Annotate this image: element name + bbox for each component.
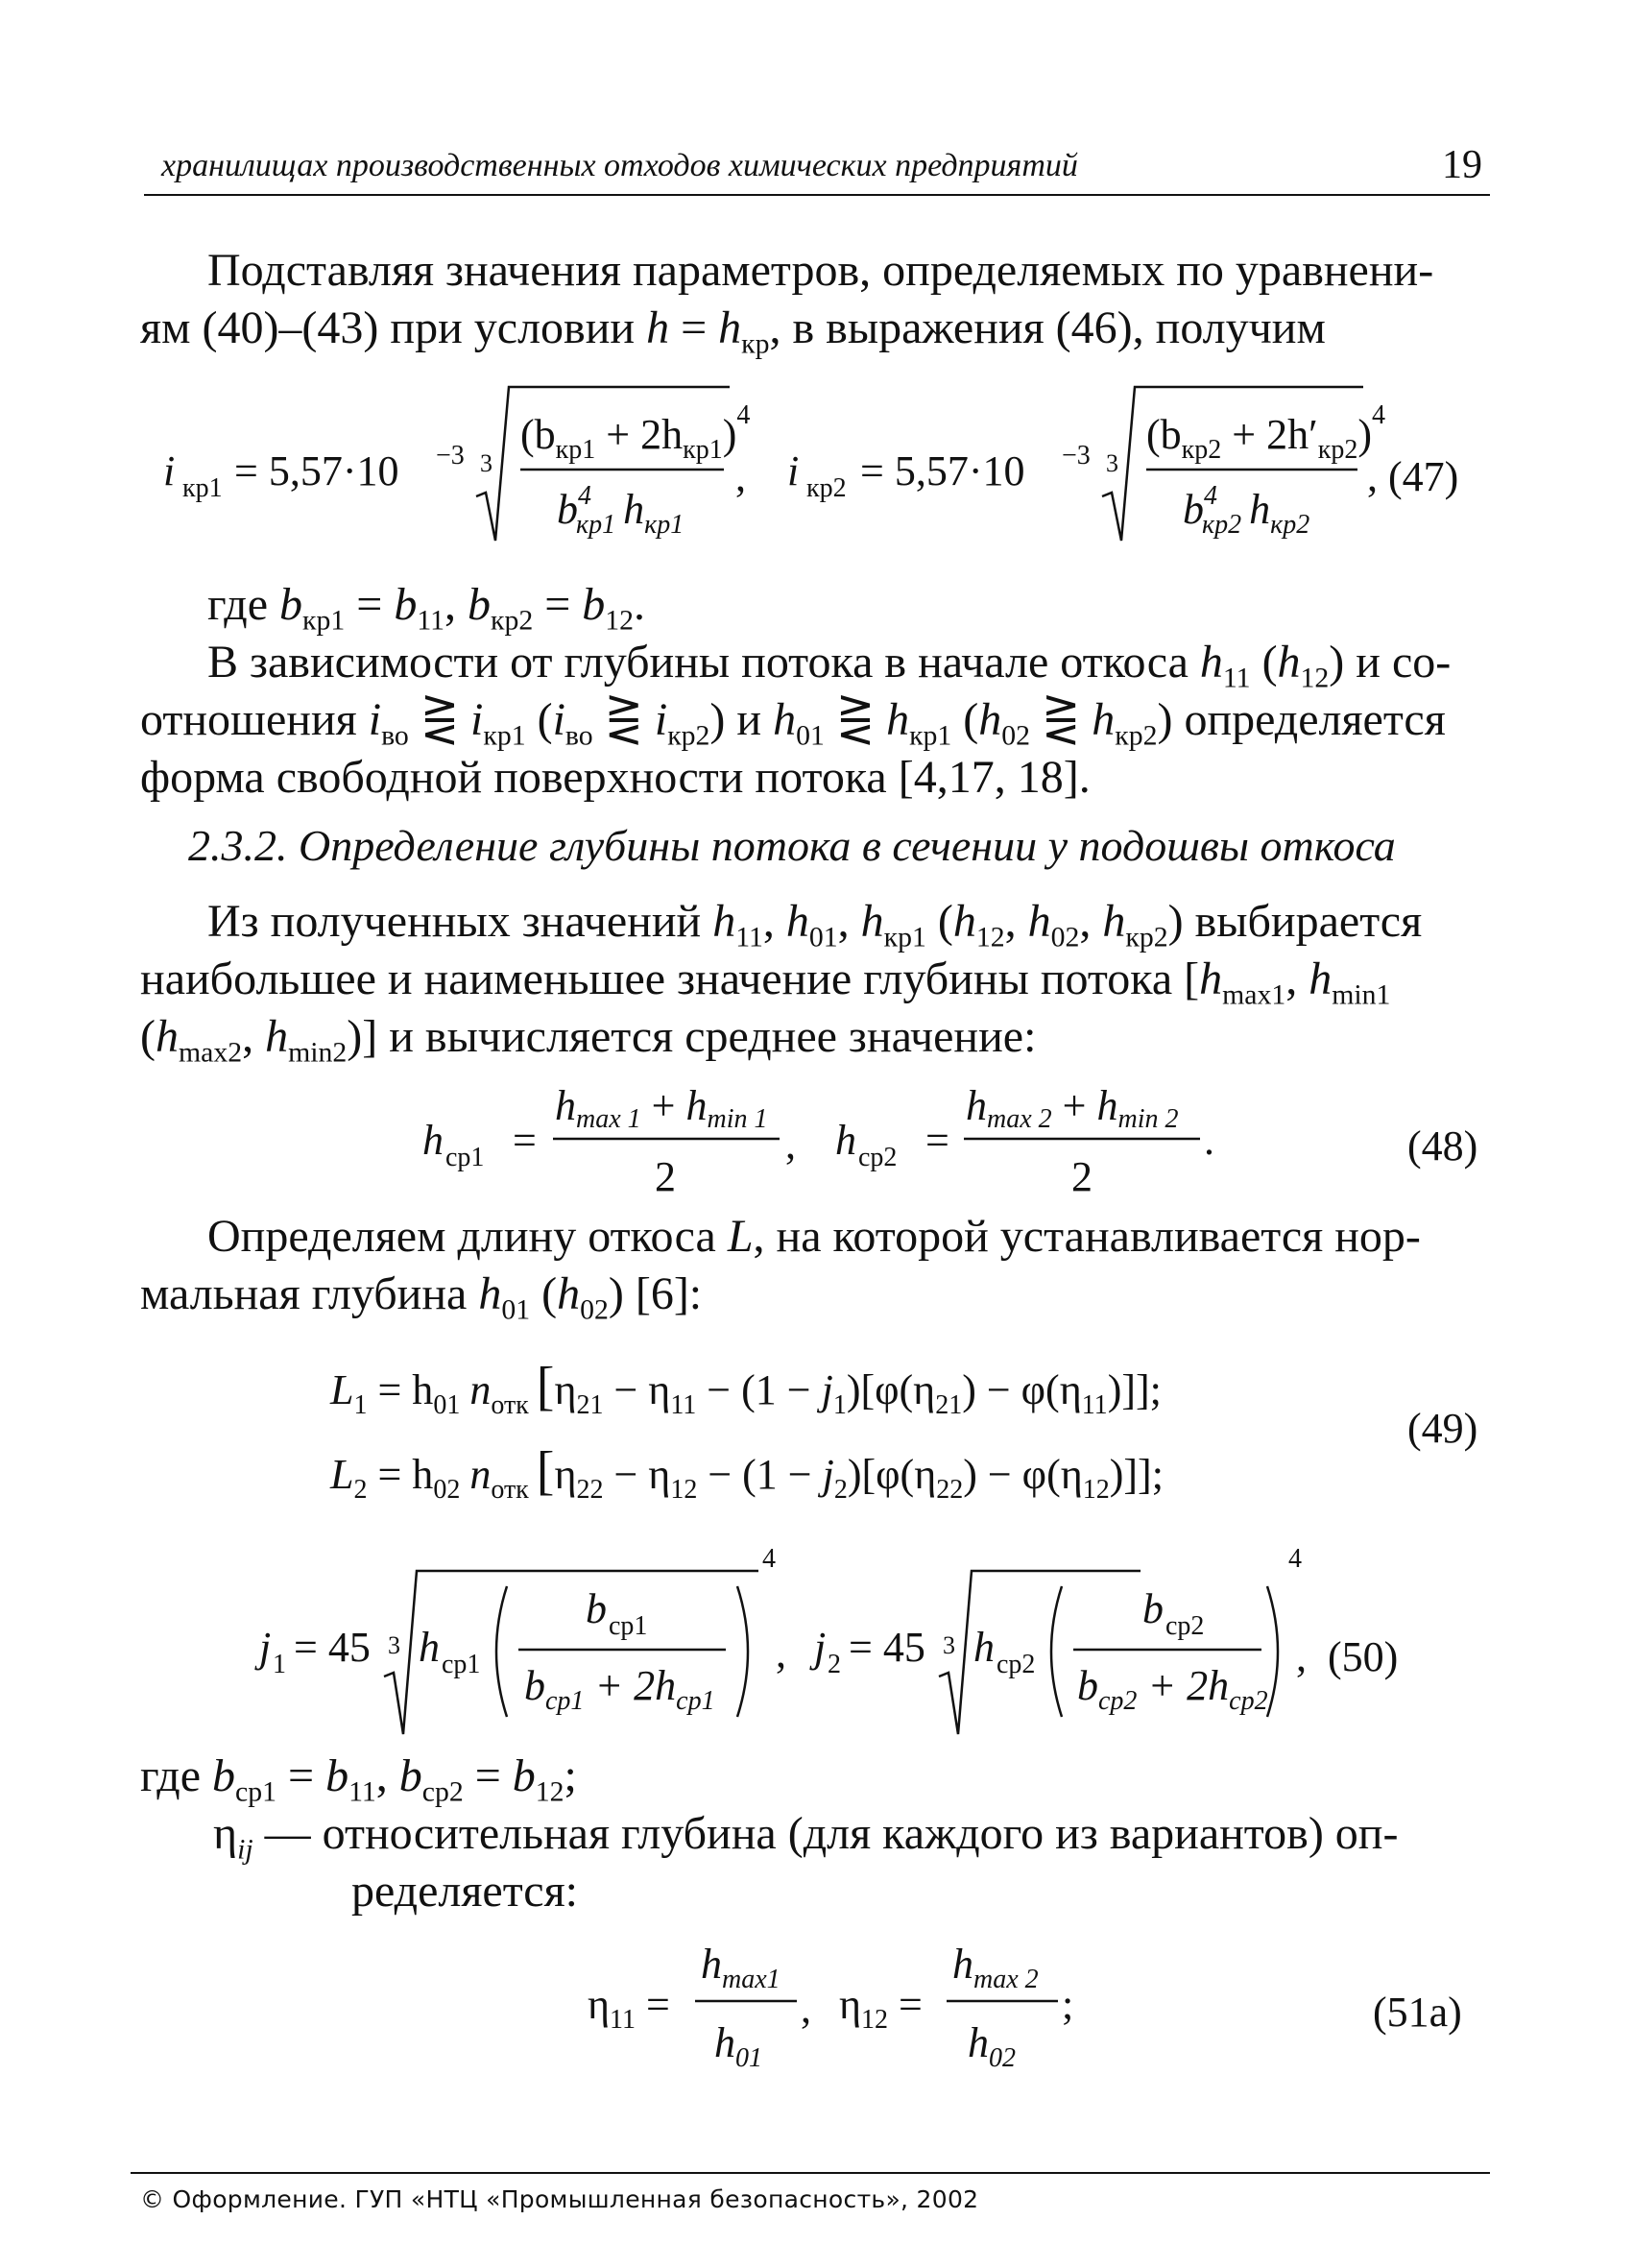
left-paren: [496, 1586, 507, 1717]
subscript: max1: [1222, 978, 1286, 1011]
coefficient: = 5,57·10: [860, 447, 1025, 495]
subscript: ср1: [442, 1650, 481, 1679]
page-number: 19: [1442, 143, 1482, 187]
var-j: j: [814, 1624, 827, 1671]
text-run: ям (40)–(43) при условии: [140, 302, 647, 353]
coefficient: = 45: [849, 1624, 925, 1671]
paragraph-length: [140, 1208, 1484, 1326]
subscript: кр1: [483, 719, 526, 752]
equation-number-text: (50): [1328, 1633, 1399, 1680]
subscript: 11: [348, 1775, 376, 1808]
subscript: 12: [535, 1775, 564, 1808]
subscript: 2: [828, 1650, 841, 1679]
comma: ,: [1296, 1633, 1307, 1680]
denominator: $b^4$ кр1 $h_{кр1}$: [557, 481, 684, 540]
text-run: (: [1250, 637, 1278, 688]
var-h: h: [422, 1117, 444, 1164]
text-run: где: [207, 579, 280, 630]
row-text: $L_2 = h_{02}$ $n_{отк}$ $[\eta_{22} - \eta_{12} - (1 - j_2)[\varphi(\eta_{22}) - \varphi(\eta_{12})]]$;: [330, 1441, 1164, 1505]
subscript: ср1: [445, 1143, 485, 1172]
var-b: b: [212, 1750, 236, 1801]
right-paren: [1267, 1586, 1278, 1717]
where-line-2: [140, 1748, 1484, 1808]
var-h: h: [835, 1117, 856, 1164]
var-h: h: [646, 302, 670, 353]
compare-sign: ⋛: [592, 694, 655, 745]
subscript: 11: [1222, 662, 1251, 694]
footer-copyright: © Оформление. ГУП «НТЦ «Промышленная безопасность», 2002: [140, 2185, 979, 2213]
denominator: $b_{ср2} + 2h_{ср2}$: [1077, 1662, 1268, 1716]
subscript: кр1: [883, 921, 926, 953]
subscript: 12: [605, 604, 635, 637]
text-run: ) и: [709, 694, 774, 745]
equation-49: [330, 1344, 1492, 1536]
where-line-1: [207, 576, 1455, 637]
var-h: h: [1199, 953, 1223, 1004]
eta-12: $\eta_{12}$ =: [839, 1981, 923, 2035]
var-b: b: [582, 579, 606, 630]
var-h: h: [1027, 896, 1051, 947]
footer-rule: [131, 2172, 1490, 2174]
compare-sign: ⋛: [408, 694, 471, 745]
section-heading: 2.3.2. Определение глубины потока в сечении у подошвы откоса: [188, 821, 1396, 870]
numerator: $h_{max1}$: [701, 1941, 780, 1994]
subscript: 11: [417, 604, 444, 637]
subscript: 01: [808, 921, 838, 953]
equation-50: [259, 1546, 1306, 1748]
var-i: i: [470, 694, 484, 745]
text-run: =: [533, 579, 583, 630]
var-h: h: [712, 896, 736, 947]
var-L: L: [727, 1211, 754, 1262]
subscript: 01: [501, 1293, 531, 1326]
text-run: ,: [1285, 953, 1309, 1004]
text-run: =: [345, 579, 395, 630]
var-b: b: [1142, 1585, 1164, 1632]
text-run: ) определяется: [1157, 694, 1446, 745]
text-run: (: [925, 896, 953, 947]
numerator: hmax 2 + hmin 2: [966, 1082, 1179, 1134]
exponent: −3: [1062, 441, 1091, 470]
text-run: В зависимости от глубины потока в начале откоса: [207, 637, 1200, 688]
subscript: кр2: [667, 719, 710, 752]
text-run: отношения: [140, 694, 369, 745]
root-index: 3: [480, 449, 492, 477]
subscript: ср2: [1165, 1611, 1205, 1641]
compare-sign: ⋛: [1030, 694, 1093, 745]
comma: ,: [735, 453, 746, 500]
text-line: ределяется:: [351, 1866, 579, 1917]
subscript: 12: [975, 921, 1005, 953]
var-h: h: [419, 1624, 440, 1671]
semicolon: ;: [1062, 1981, 1074, 2028]
text-run: мальная глубина: [140, 1268, 479, 1319]
text-run: )] и вычисляется среднее значение:: [347, 1011, 1037, 1062]
equation-47: [163, 370, 1498, 562]
exponent: 4: [1288, 1544, 1302, 1574]
subscript: 01: [796, 719, 825, 752]
denominator: $h_{02}$: [968, 2019, 1016, 2073]
equation-number: , (47): [1367, 453, 1459, 500]
text-run: где: [140, 1750, 213, 1801]
var-b: b: [394, 579, 418, 630]
var-h: h: [860, 896, 884, 947]
coefficient: = 5,57·10: [234, 447, 399, 495]
equation-number: [1296, 1632, 1398, 1681]
subscript: кр2: [1115, 719, 1158, 752]
equals: =: [925, 1117, 949, 1164]
var-h: h: [773, 694, 797, 745]
subscript: кр1: [182, 473, 223, 503]
text-run: ,: [1004, 896, 1028, 947]
text-run: — относительная глубина (для каждого из вариантов) оп-: [252, 1808, 1399, 1859]
var-i: i: [368, 694, 382, 745]
paragraph-select-depth: [140, 893, 1484, 1069]
text-line: форма свободной поверхности потока [4,17, 18].: [140, 752, 1091, 803]
text-run: (: [525, 694, 553, 745]
root-index: 3: [943, 1631, 955, 1659]
var-h: h: [1277, 637, 1301, 688]
subscript: кр2: [1125, 921, 1168, 953]
subscript: во: [564, 719, 593, 752]
var-h: h: [265, 1011, 289, 1062]
var-b: b: [586, 1585, 607, 1632]
running-title: хранилищах производственных отходов химических предприятий: [161, 148, 1078, 183]
subscript: min2: [288, 1036, 348, 1069]
numerator: $(b_{кр1} + 2h_{кр1})^4$: [520, 400, 751, 465]
equation-number: (48): [1407, 1122, 1478, 1170]
var-h: h: [1199, 637, 1223, 688]
subscript: 12: [1300, 662, 1330, 694]
var-b: b: [467, 579, 491, 630]
subscript: 02: [1001, 719, 1031, 752]
running-header: [134, 143, 1490, 194]
text-run: .: [634, 579, 646, 630]
text-run: =: [669, 302, 719, 353]
text-run: (: [530, 1268, 558, 1319]
period: .: [1204, 1117, 1214, 1164]
left-paren: [1051, 1586, 1062, 1717]
text-run: Из полученных значений: [207, 896, 713, 947]
denominator: 2: [1071, 1153, 1093, 1200]
subscript: ср2: [997, 1650, 1036, 1679]
var-b: b: [279, 579, 303, 630]
subscript: 02: [1050, 921, 1080, 953]
coefficient: = 45: [294, 1624, 371, 1671]
text-run: =: [463, 1750, 513, 1801]
subscript: кр2: [806, 473, 847, 503]
text-run: , на которой устанавливается нор-: [753, 1211, 1421, 1262]
var-h: h: [952, 896, 976, 947]
comma: ,: [776, 1629, 786, 1677]
var-h: h: [478, 1268, 502, 1319]
var-h: h: [1092, 694, 1116, 745]
eta-11: $\eta_{11}$ =: [588, 1981, 670, 2035]
denominator: 2: [655, 1153, 676, 1200]
text-run: Определяем длину откоса: [207, 1211, 728, 1262]
subscript: кр: [741, 327, 770, 360]
paragraph-intro: [140, 242, 1484, 360]
var-b: b: [512, 1750, 536, 1801]
exponent: 4: [762, 1544, 776, 1574]
text-run: , в выражения (46), получим: [769, 302, 1326, 353]
numerator: $(b_{кр2} + 2h'_{кр2})^4$: [1146, 400, 1385, 465]
var-i: i: [163, 447, 176, 495]
text-run: наибольшее и наименьшее значение глубины потока [: [140, 953, 1200, 1004]
subscript: 1: [273, 1650, 286, 1679]
text-run: ) и со-: [1329, 637, 1452, 688]
numerator: hmax 1 + hmin 1: [555, 1082, 768, 1134]
numerator: $h_{max 2}$: [952, 1941, 1039, 1994]
root-index: 3: [388, 1631, 400, 1659]
subscript: ср1: [235, 1775, 276, 1808]
right-paren: [737, 1586, 748, 1717]
text-run: ) [6]:: [608, 1268, 703, 1319]
text-line: Подставляя значения параметров, определяемых по уравнени-: [207, 245, 1434, 296]
equation-49-row-2: [329, 1441, 1164, 1505]
equation-number: (51a): [1373, 1989, 1462, 2036]
text-run: =: [276, 1750, 326, 1801]
text-run: ,: [242, 1011, 266, 1062]
text-run: ): [1167, 896, 1184, 947]
var-b: b: [398, 1750, 422, 1801]
text-run: (: [140, 1011, 156, 1062]
header-rule: [144, 194, 1490, 196]
var-h: h: [557, 1268, 581, 1319]
text-run: ,: [375, 1750, 399, 1801]
var-b: b: [325, 1750, 349, 1801]
var-h: h: [1309, 953, 1333, 1004]
comma: ,: [785, 1121, 796, 1168]
denominator: $h_{01}$: [714, 2019, 762, 2073]
equation-49-row-1: [329, 1357, 1162, 1420]
var-h: h: [973, 1624, 995, 1671]
paragraph-dependence: [140, 634, 1484, 807]
var-h: h: [785, 896, 809, 947]
text-run: ,: [837, 896, 861, 947]
row-text: $L_1 = h_{01}$ $n_{отк}$ $[\eta_{21} - \eta_{11} - (1 - j_1)[\varphi(\eta_{21}) - \varphi(\eta_{11})]]$;: [330, 1357, 1162, 1420]
subscript: 11: [735, 921, 763, 953]
var-h: h: [1102, 896, 1126, 947]
denominator: $b_{ср1} + 2h_{ср1}$: [524, 1662, 715, 1716]
text-run: ,: [762, 896, 786, 947]
text-run: ;: [564, 1750, 577, 1801]
var-h: h: [155, 1011, 179, 1062]
text-run: (: [951, 694, 979, 745]
text-run: ,: [1079, 896, 1103, 947]
root-index: 3: [1106, 449, 1118, 477]
var-i: i: [552, 694, 565, 745]
text-run: ,: [444, 579, 468, 630]
subscript: ср2: [858, 1143, 898, 1172]
var-eta: η: [213, 1808, 238, 1859]
subscript: во: [381, 719, 409, 752]
equation-51a: [588, 1936, 1087, 2080]
subscript: ср1: [609, 1611, 648, 1641]
equation-48: [422, 1075, 1488, 1210]
subscript: кр1: [302, 604, 346, 637]
subscript: ср2: [421, 1775, 464, 1808]
subscript: кр1: [909, 719, 952, 752]
var-i: i: [654, 694, 668, 745]
subscript: max2: [178, 1036, 243, 1069]
equation-number: (49): [1407, 1405, 1478, 1452]
var-i: i: [787, 447, 800, 495]
denominator: $b^4$ кр2 $h_{кр2}$: [1183, 481, 1310, 540]
where-eta-definition: [213, 1805, 1484, 1920]
text-run: выбирается: [1183, 896, 1423, 947]
subscript: кр2: [490, 604, 534, 637]
var-h: h: [718, 302, 742, 353]
var-h: h: [978, 694, 1002, 745]
subscript: 02: [580, 1293, 609, 1326]
subscript: min1: [1332, 978, 1391, 1011]
subscript: ij: [237, 1833, 253, 1866]
equals: =: [513, 1117, 537, 1164]
var-j: j: [259, 1624, 272, 1671]
compare-sign: ⋛: [824, 694, 887, 745]
comma: ,: [801, 1985, 811, 2032]
exponent: −3: [436, 441, 465, 470]
var-h: h: [886, 694, 910, 745]
